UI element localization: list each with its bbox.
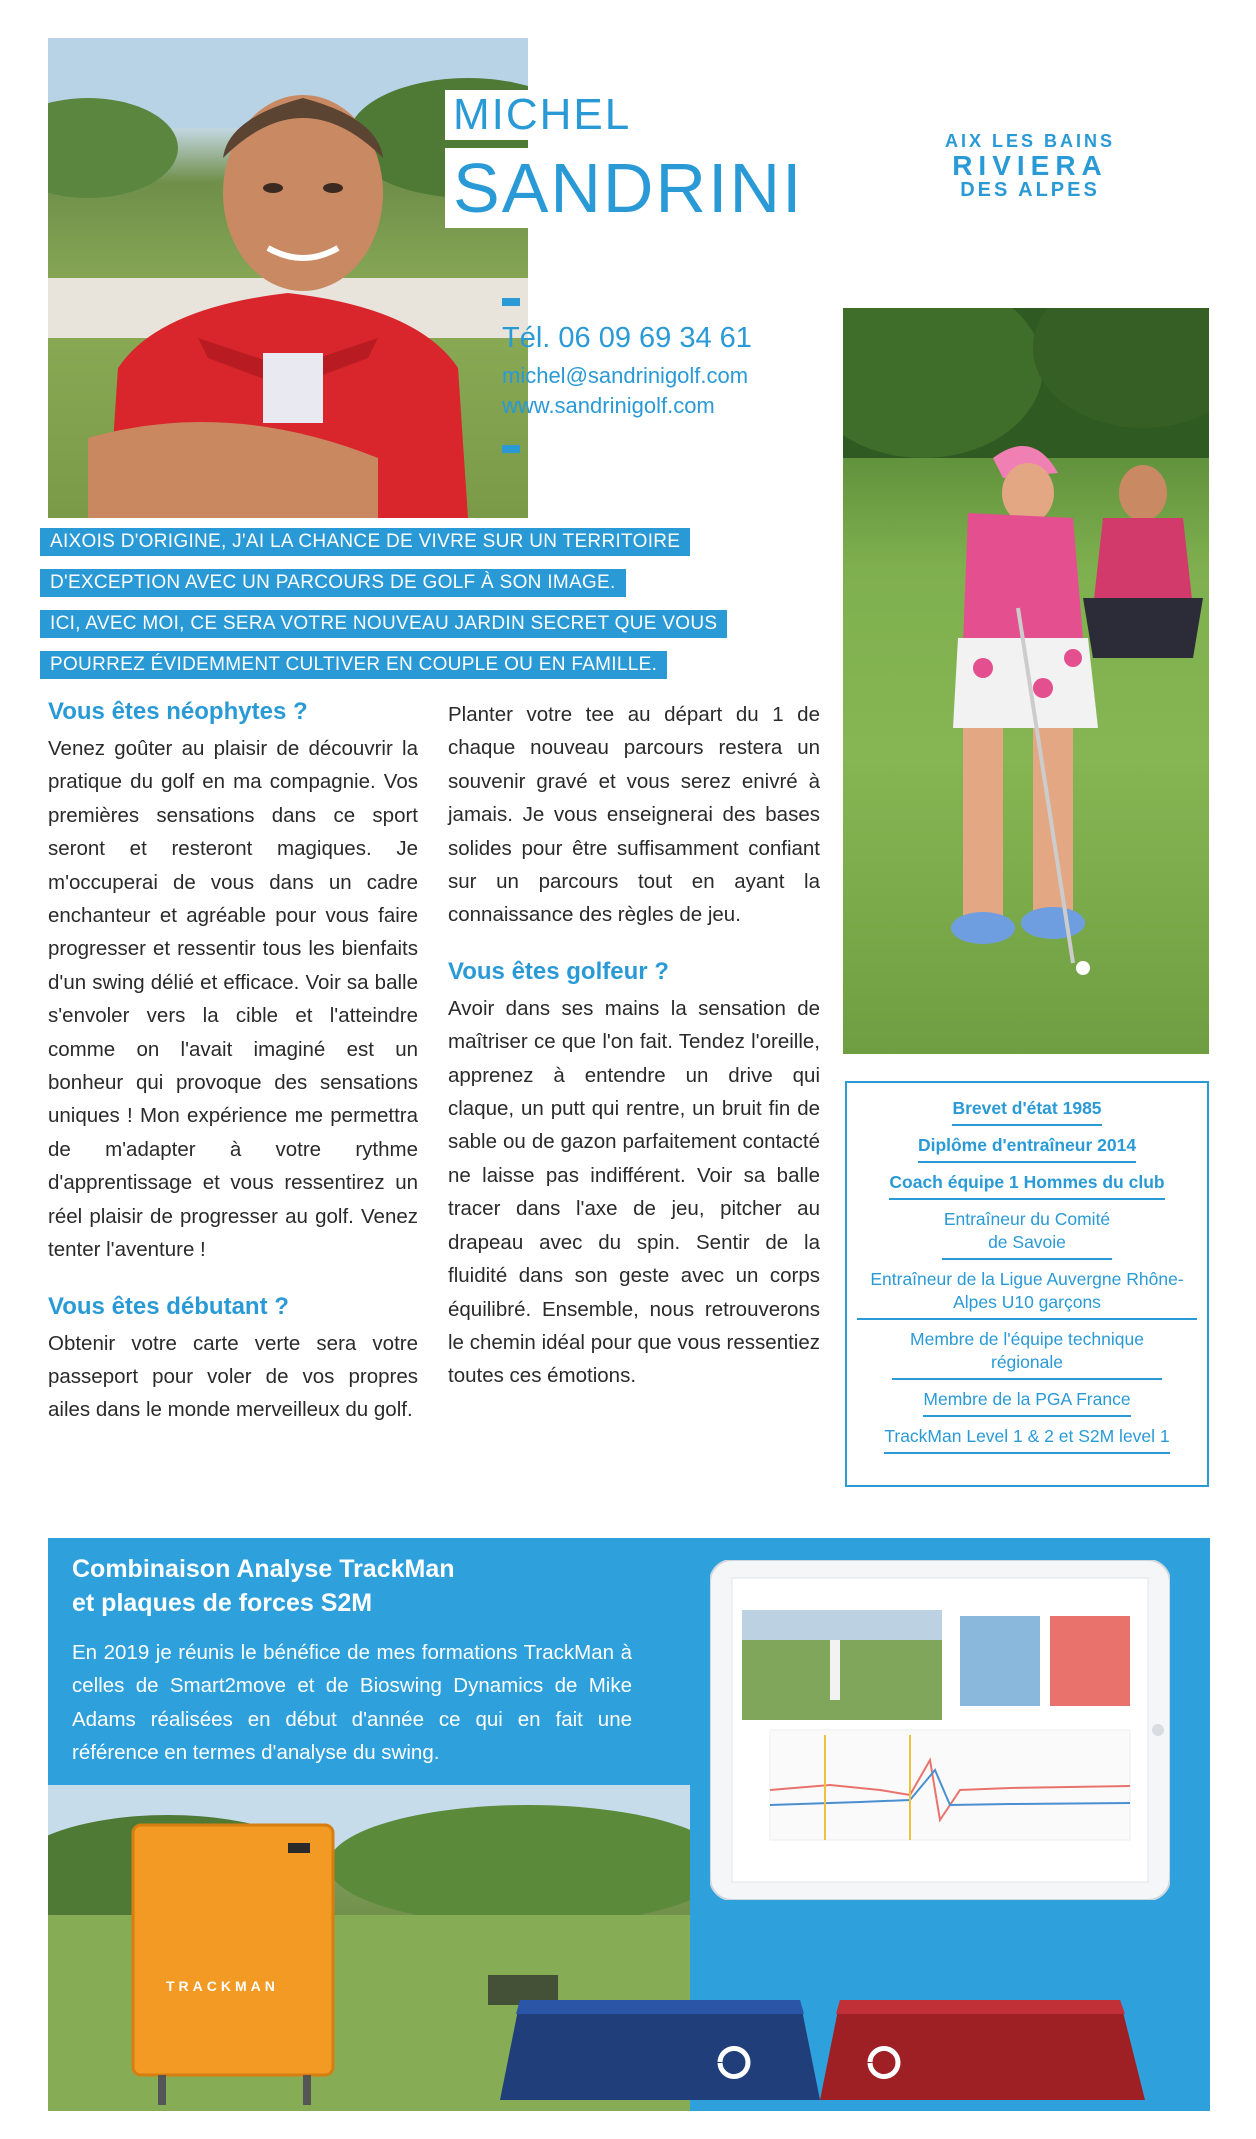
contact-divider-bottom <box>502 445 520 453</box>
paragraph-neophytes: Venez goûter au plaisir de découvrir la pratique du golf en ma compagnie. Vos premières sensations dans ce sport seront et resteront magiques. Je m'occuperai de vous dans un cadre enchanteur et agréable pour vous faire progresser et ressentir tous les bienfaits d'un swing délié et efficace. Voir sa balle s'envoler vers la cible et l'atteindre comme on l'avait imaginé est un bonheur qui provoque des sensations uniques ! Mon expérience me permettra de m'adapter à votre rythme d'apprentissage et vous ressentirez un réel plaisir de progresser au golf. Venez tenter l'aventure ! <box>48 737 418 1262</box>
banner-line-1: AIXOIS D'ORIGINE, J'AI LA CHANCE DE VIVRE SUR UN TERRITOIRE <box>40 528 690 556</box>
credential-item: Entraîneur de la Ligue Auvergne Rhône-Alpes U10 garçons <box>857 1268 1197 1320</box>
banner-line-2: D'EXCEPTION AVEC UN PARCOURS DE GOLF À SON IMAGE. <box>40 569 626 597</box>
brand-logo <box>940 132 1120 201</box>
column-2 <box>448 698 820 1393</box>
credential-item: Diplôme d'entraîneur 2014 <box>918 1134 1136 1163</box>
tablet-photo <box>710 1560 1170 1900</box>
paragraph-golfeur: Avoir dans ses mains la sensation de maîtriser ce que l'on fait. Tendez l'oreille, apprenez à entendre un drive qui claque, un putt qui rentre, un bruit fin de sable ou de gazon parfaitement contacté ne laisse pas indifférent. Voir sa balle tracer dans l'axe de jeu, pitcher au drapeau avec du spin. Sentir de la fluidité dans son geste avec un corps équilibré. Ensemble, nous retrouverons le chemin idéal pour que vous ressentiez toutes ces émotions. <box>448 996 820 1388</box>
brand-line-1: AIX LES BAINS <box>944 131 1116 151</box>
email-link[interactable]: michel@sandrinigolf.com <box>502 363 749 388</box>
credential-item: Coach équipe 1 Hommes du club <box>889 1171 1164 1200</box>
credential-item: Membre de l'équipe technique régionale <box>892 1328 1162 1380</box>
credentials-box <box>845 1081 1209 1487</box>
force-plates-photo <box>500 1990 1160 2115</box>
paragraph-tee: Planter votre tee au départ du 1 de chaque nouveau parcours restera un souvenir gravé et vous serez enivré à jamais. Je vous enseignerai des bases solides pour être suffisamment confiant sur un parcours tout en ayant la connaissance des règles de jeu. <box>448 703 820 927</box>
paragraph-debutant: Obtenir votre carte verte sera votre passeport pour voler de vos propres ailes dans le monde merveilleux du golf. <box>48 1331 418 1422</box>
heading-golfeur: Vous êtes golfeur ? <box>448 957 669 985</box>
phone-number[interactable]: Tél. 06 09 69 34 61 <box>502 322 752 354</box>
heading-debutant: Vous êtes débutant ? <box>48 1292 289 1320</box>
contact-divider-top <box>502 298 520 306</box>
credential-item: Membre de la PGA France <box>923 1388 1130 1417</box>
panel-title-line-2: et plaques de forces S2M <box>72 1589 373 1617</box>
heading-neophytes: Vous êtes néophytes ? <box>48 698 308 725</box>
banner-line-4: POURREZ ÉVIDEMMENT CULTIVER EN COUPLE OU EN FAMILLE. <box>40 651 667 679</box>
banner-line-3: ICI, AVEC MOI, CE SERA VOTRE NOUVEAU JARDIN SECRET QUE VOUS <box>40 610 727 638</box>
brand-line-3: DES ALPES <box>960 179 1100 202</box>
credential-item: TrackMan Level 1 & 2 et S2M level 1 <box>884 1425 1169 1454</box>
column-1 <box>48 692 418 1427</box>
trackman-device-label: TRACKMAN <box>166 1978 279 1994</box>
first-name: MICHEL <box>445 90 639 140</box>
website-link[interactable]: www.sandrinigolf.com <box>502 393 715 418</box>
brand-line-2: RIVIERA <box>952 149 1108 181</box>
panel-title <box>72 1552 455 1620</box>
last-name: SANDRINI <box>445 148 811 228</box>
credential-item: Entraîneur du Comité de Savoie <box>942 1208 1112 1260</box>
panel-title-line-1: Combinaison Analyse TrackMan <box>72 1555 455 1583</box>
credential-item: Brevet d'état 1985 <box>952 1097 1101 1126</box>
panel-text: En 2019 je réunis le bénéfice de mes formations TrackMan à celles de Smart2move et de Bioswing Dynamics de Mike Adams réalisées en début d'année ce qui en fait une référence en termes d'analyse du swing. <box>72 1641 632 1765</box>
golf-lesson-photo <box>843 308 1209 1054</box>
